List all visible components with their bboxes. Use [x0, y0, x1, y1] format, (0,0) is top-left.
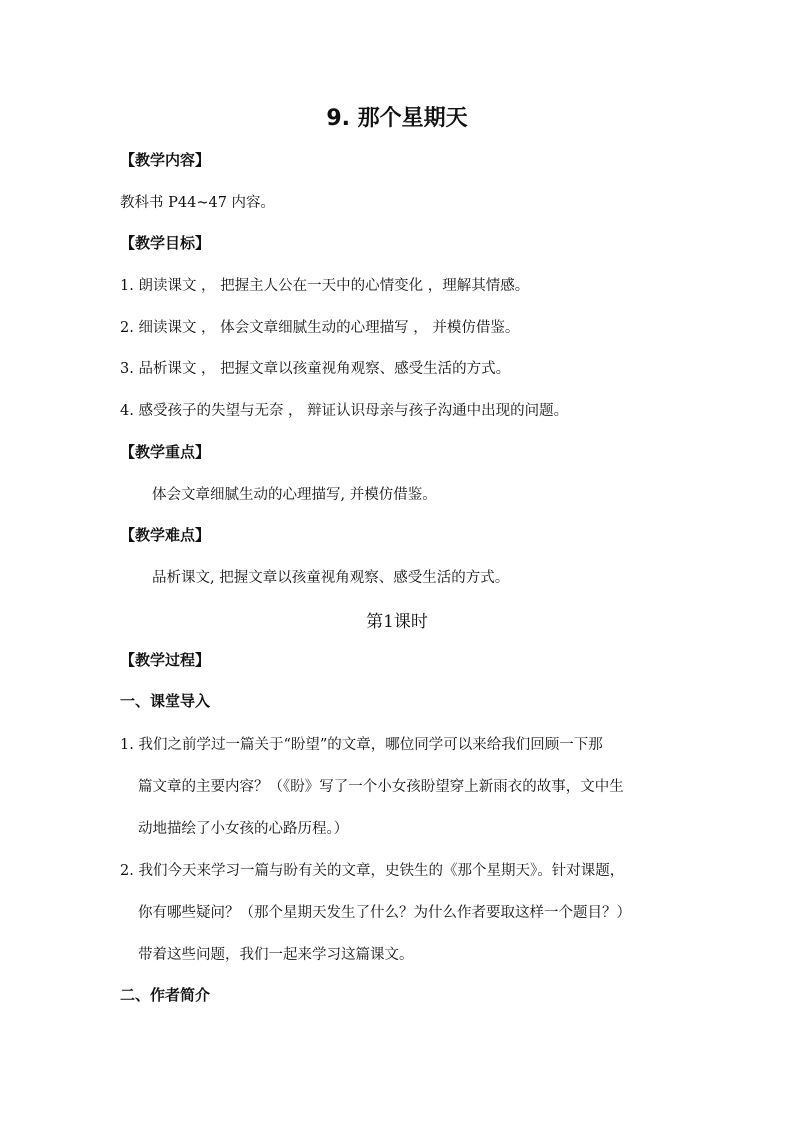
paragraph-line: 2. 我们今天来学习一篇与盼有关的文章，史铁生的《那个星期天》。针对课题， [120, 863, 625, 879]
paragraph-line: 动地描绘了小女孩的心路历程。） [138, 821, 349, 837]
part2-heading: 二、作者简介 [120, 986, 211, 1004]
section-heading-content: 【教学内容】 [120, 151, 211, 169]
goal-item: 1. 朗读课文 ， 把握主人公在一天中的心情变化 ，理解其情感。 [120, 278, 530, 294]
paragraph-line: 带着这些问题，我们一起来学习这篇课文。 [138, 947, 414, 963]
goal-item: 3. 品析课文 ， 把握文章以孩童视角观察、感受生活的方式。 [120, 361, 511, 377]
section-heading-process: 【教学过程】 [120, 651, 211, 669]
section-heading-difficulty: 【教学难点】 [120, 526, 211, 544]
paragraph-line: 1. 我们之前学过一篇关于“盼望”的文章，哪位同学可以来给我们回顾一下那 [120, 737, 603, 753]
paragraph-line: 你有哪些疑问？（那个星期天发生了什么？为什么作者要取这样一个题目？） [138, 905, 631, 921]
part1-heading: 一、课堂导入 [120, 692, 211, 710]
page-title: 9. 那个星期天 [326, 106, 468, 131]
lesson-heading: 第1课时 [366, 612, 428, 632]
difficulty-text: 品析课文, 把握文章以孩童视角观察、感受生活的方式。 [152, 570, 510, 586]
content-text: 教科书 P44~47 内容。 [120, 195, 276, 211]
section-heading-key: 【教学重点】 [120, 443, 211, 461]
goal-item: 2. 细读课文 ， 体会文章细腻生动的心理描写 ， 并模仿借鉴。 [120, 320, 520, 336]
paragraph-line: 篇文章的主要内容？（《盼》写了一个小女孩盼望穿上新雨衣的故事，文中生 [138, 779, 624, 795]
key-text: 体会文章细腻生动的心理描写, 并模仿借鉴。 [152, 487, 437, 503]
goal-item: 4. 感受孩子的失望与无奈 ， 辩证认识母亲与孩子沟通中出现的问题。 [120, 403, 569, 419]
section-heading-goals: 【教学目标】 [120, 234, 211, 252]
